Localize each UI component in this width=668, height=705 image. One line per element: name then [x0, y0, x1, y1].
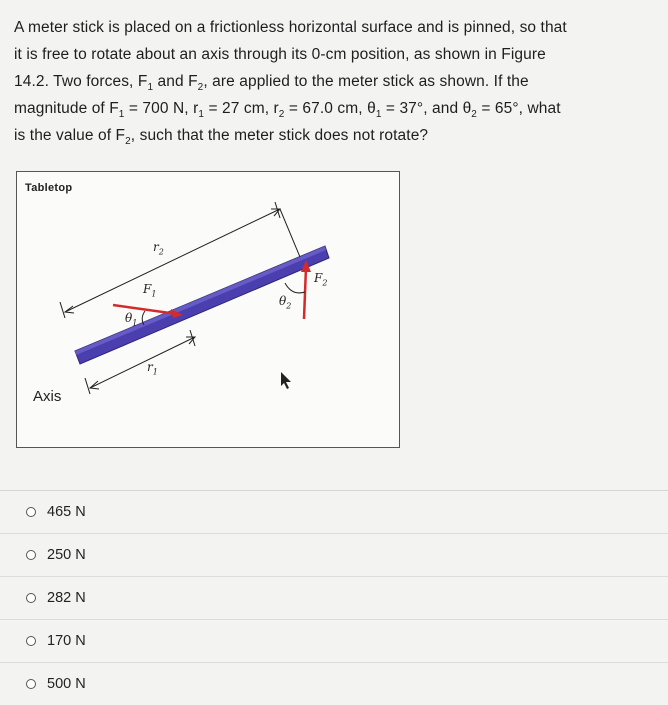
option-label: 465 N	[47, 504, 86, 520]
r1-label: $r_1$	[147, 360, 158, 377]
tabletop-figure	[16, 171, 400, 448]
option-500n[interactable]	[0, 662, 668, 705]
answer-options	[0, 490, 668, 705]
cursor-arrow-icon	[281, 372, 291, 389]
radio-icon[interactable]	[26, 550, 36, 560]
r2-label: $r_2$	[153, 240, 164, 257]
option-label: 250 N	[47, 547, 86, 563]
radio-icon[interactable]	[26, 679, 36, 689]
option-170n[interactable]	[0, 619, 668, 662]
figure-drawing	[17, 172, 399, 447]
question-line-3: 14.2. Two forces, $F_1$ and $F_2$, are applied to the meter stick as shown. If the	[14, 73, 529, 94]
option-label: 170 N	[47, 633, 86, 649]
question-line-1: A meter stick is placed on a frictionless horizontal surface and is pinned, so that	[14, 19, 567, 36]
option-label: 282 N	[47, 590, 86, 606]
question-line-4: magnitude of $F_1 = 700$ N, $r_1 = 27$ cm, $r_2 = 67.0$ cm, $\theta_1 = 37^\circ$, and $\theta_2 = 65^\circ$, what	[14, 100, 561, 121]
question-line-5: is the value of $F_2$, such that the meter stick does not rotate?	[14, 127, 429, 148]
option-465n[interactable]	[0, 490, 668, 533]
tabletop-label: Tabletop	[25, 182, 73, 194]
theta2-label: $\theta_2$	[279, 294, 292, 311]
axis-label: Axis	[33, 388, 62, 405]
option-label: 500 N	[47, 676, 86, 692]
f1-label: $F_1$	[143, 282, 157, 299]
theta1-label: $\theta_1$	[125, 311, 138, 328]
f2-label: $F_2$	[314, 271, 328, 288]
radio-icon[interactable]	[26, 636, 36, 646]
option-250n[interactable]	[0, 533, 668, 576]
question-line-2: it is free to rotate about an axis through its 0-cm position, as shown in Figure	[14, 46, 546, 63]
r2-dimension-line	[60, 202, 300, 318]
f2-force-arrow	[301, 260, 311, 319]
question-text	[14, 14, 659, 149]
radio-icon[interactable]	[26, 507, 36, 517]
theta2-arc	[285, 283, 305, 293]
radio-icon[interactable]	[26, 593, 36, 603]
option-282n[interactable]	[0, 576, 668, 619]
